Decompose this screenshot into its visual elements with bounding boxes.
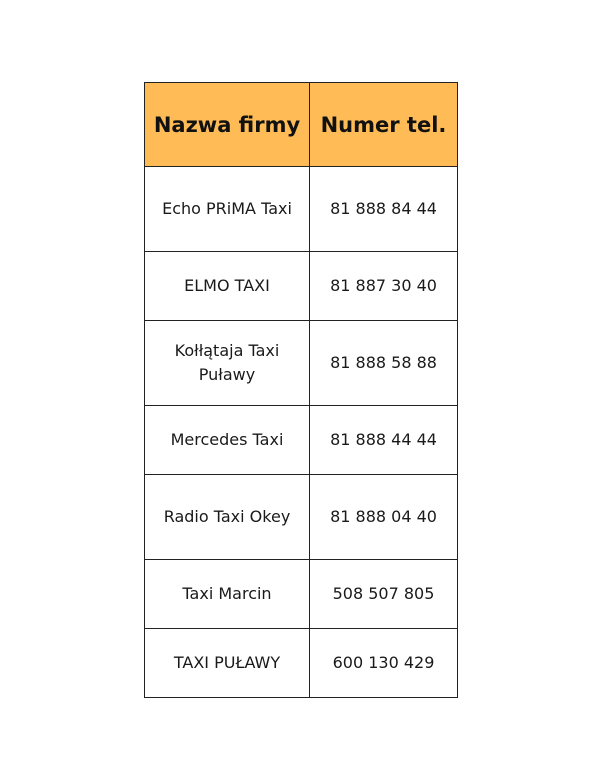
table-row: [145, 167, 458, 252]
header-phone-number: Numer tel.: [310, 83, 458, 167]
phone-number-cell: 81 888 58 88: [310, 321, 458, 406]
table-row: [145, 629, 458, 698]
company-name-cell: ELMO TAXI: [145, 252, 310, 321]
header-row: [145, 83, 458, 167]
phone-number-cell: 81 888 84 44: [310, 167, 458, 252]
phone-number-cell: 508 507 805: [310, 560, 458, 629]
phone-number-cell: 81 887 30 40: [310, 252, 458, 321]
table-row: [145, 321, 458, 406]
company-name-cell: Taxi Marcin: [145, 560, 310, 629]
phone-number-cell: 600 130 429: [310, 629, 458, 698]
phone-number-cell: 81 888 04 40: [310, 475, 458, 560]
company-name-cell: TAXI PUŁAWY: [145, 629, 310, 698]
table-row: [145, 475, 458, 560]
phone-number-cell: 81 888 44 44: [310, 406, 458, 475]
table-row: [145, 252, 458, 321]
company-name-cell: Kołłątaja Taxi Puławy: [145, 321, 310, 406]
company-name-cell: Echo PRiMA Taxi: [145, 167, 310, 252]
header-company-name: Nazwa firmy: [145, 83, 310, 167]
table-row: [145, 560, 458, 629]
taxi-contacts-table: [144, 82, 458, 698]
company-name-cell: Radio Taxi Okey: [145, 475, 310, 560]
company-name-cell: Mercedes Taxi: [145, 406, 310, 475]
table-row: [145, 406, 458, 475]
